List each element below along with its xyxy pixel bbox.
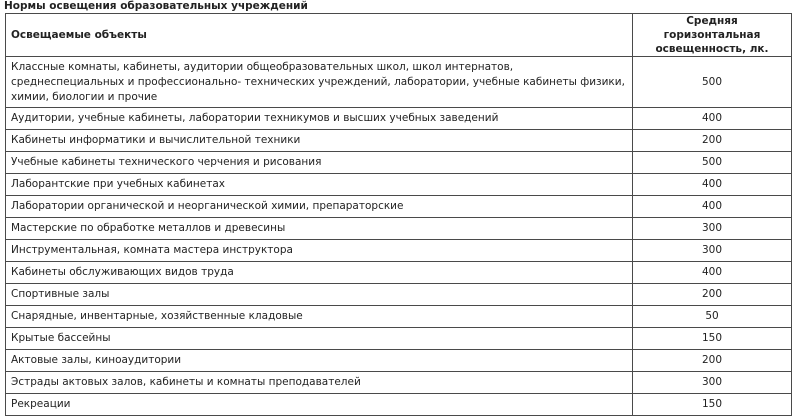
object-cell: Крытые бассейны	[6, 328, 633, 350]
table-row	[6, 108, 792, 130]
object-cell: Кабинеты информатики и вычислительной техники	[6, 130, 633, 152]
value-cell: 300	[633, 218, 792, 240]
table-row	[6, 57, 792, 108]
table-caption: Нормы освещения образовательных учреждений	[4, 0, 308, 12]
table-header-row	[6, 14, 792, 57]
table-row	[6, 328, 792, 350]
value-cell: 200	[633, 350, 792, 372]
table-row	[6, 306, 792, 328]
object-cell: Рекреации	[6, 394, 633, 416]
object-cell: Снарядные, инвентарные, хозяйственные кладовые	[6, 306, 633, 328]
table-row	[6, 130, 792, 152]
object-cell: Мастерские по обработке металлов и древесины	[6, 218, 633, 240]
value-cell: 300	[633, 240, 792, 262]
header-value: Средняя горизонтальная освещенность, лк.	[633, 14, 792, 57]
value-cell: 400	[633, 196, 792, 218]
value-cell: 400	[633, 262, 792, 284]
value-cell: 300	[633, 372, 792, 394]
object-cell: Классные комнаты, кабинеты, аудитории общеобразовательных школ, школ интернатов, среднеспециальных и профессионально- технических учреждений, лаборатории, учебные кабинеты физики, химии, биологии и прочие	[6, 57, 633, 108]
table-row	[6, 152, 792, 174]
value-cell: 400	[633, 108, 792, 130]
object-cell: Актовые залы, киноаудитории	[6, 350, 633, 372]
header-object: Освещаемые объекты	[6, 14, 633, 57]
object-cell: Лаборатории органической и неорганической химии, препараторские	[6, 196, 633, 218]
object-cell: Лаборантские при учебных кабинетах	[6, 174, 633, 196]
table-row	[6, 372, 792, 394]
table-row	[6, 196, 792, 218]
table-row	[6, 394, 792, 416]
value-cell: 150	[633, 394, 792, 416]
table-row	[6, 350, 792, 372]
value-cell: 200	[633, 130, 792, 152]
value-cell: 400	[633, 174, 792, 196]
table-row	[6, 284, 792, 306]
object-cell: Аудитории, учебные кабинеты, лаборатории техникумов и высших учебных заведений	[6, 108, 633, 130]
object-cell: Учебные кабинеты технического черчения и рисования	[6, 152, 633, 174]
value-cell: 150	[633, 328, 792, 350]
table-row	[6, 262, 792, 284]
value-cell: 50	[633, 306, 792, 328]
table-row	[6, 218, 792, 240]
table-row	[6, 174, 792, 196]
value-cell: 500	[633, 152, 792, 174]
object-cell: Эстрады актовых залов, кабинеты и комнаты преподавателей	[6, 372, 633, 394]
object-cell: Спортивные залы	[6, 284, 633, 306]
lighting-norms-table	[5, 13, 792, 416]
value-cell: 500	[633, 57, 792, 108]
value-cell: 200	[633, 284, 792, 306]
object-cell: Кабинеты обслуживающих видов труда	[6, 262, 633, 284]
object-cell: Инструментальная, комната мастера инструктора	[6, 240, 633, 262]
table-row	[6, 240, 792, 262]
